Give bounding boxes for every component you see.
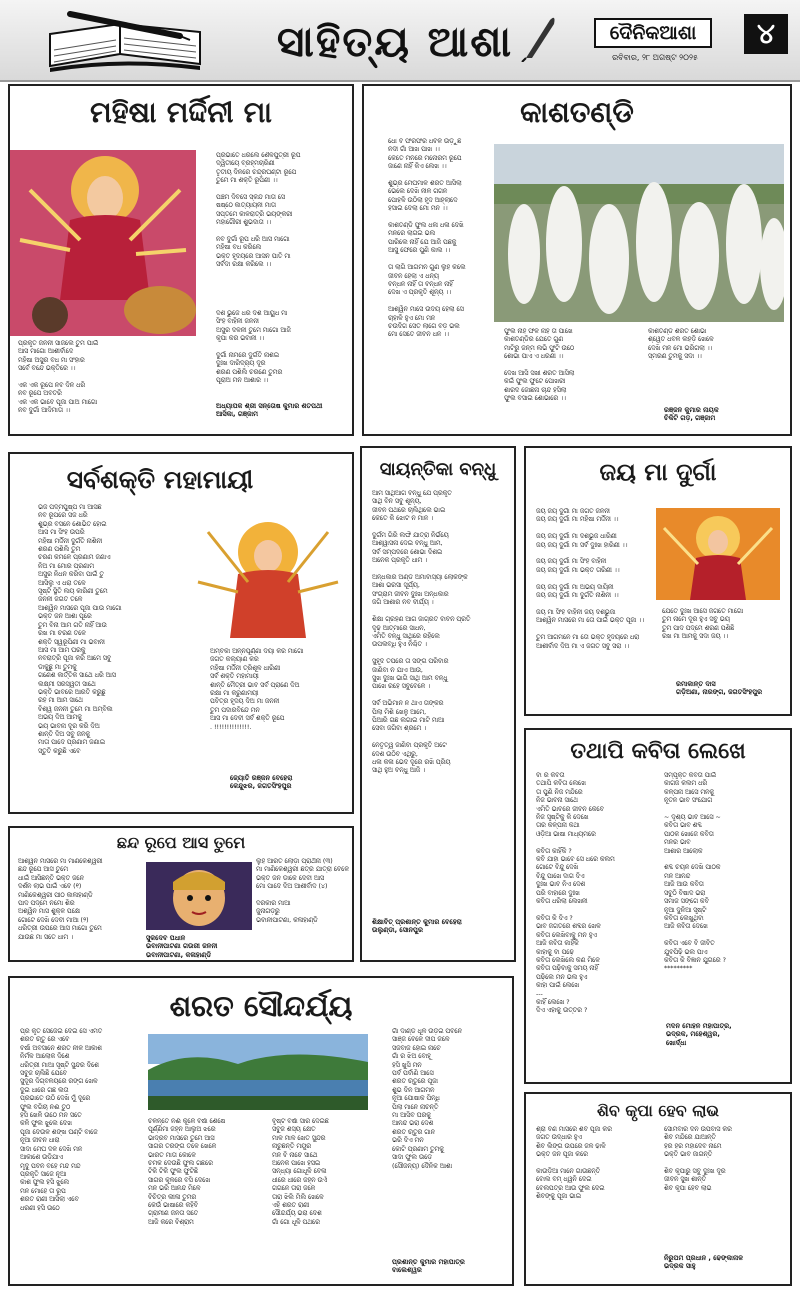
durga-gold-image	[188, 512, 348, 642]
kash-field-image	[494, 144, 784, 322]
durga-orange-image	[656, 508, 780, 600]
lake-landscape-image	[148, 1034, 368, 1110]
poem-column-1: ଧୋ ବ ଫରଫର ଧବଳ ଉଡ଼ୁଛି ନଦୀ ଗାଁ ଆଖ ପାଖ ।। କେତେ ମନରେ ମନୋରମ ରୂପେ ଜାଣେ ନାହିଁ କିଏ ଲେଖ ।। ଶୁଭ୍ର ମେଘମାଳ ଶରତ ଆସିଲା ଭେଲେ ଦେଖି ନୀଳ ଗଗନ ପୋହଳି ଉଠିଲା ହୃଦ ଆହ୍ଲାଦେ ହସାଇ ଦେଲା ମୋ ମନ ।। କାଶତଣ୍ଡି ଫୁଲ ଧଳା ଧଳା ଦେଖି ମନରେ ଲାଗଇ ଭଲ ପାରିଲେ ନାହିଁ ଯେ ଆଜି ପଛକୁ ଆସୁ ଫେରେ ପୁଣି କାଲ ।। ତା ଲାଗି ଆଗମନ ଗୁଣ ଲୁହ କଲେ ଜୀବନ ହେଲା ଏ ଧନ୍ୟ ବନ୍ଧନ ନାହିଁ ତା ବନ୍ଧନ ନାହିଁ ଦେଖ ଏ ପ୍ରକୃତି ଶୂନ୍ୟ ।। ଆଶ୍ୱିନ ମାସେ ଉଦୟ ହେଲା ସେ ଚାହାଳି ହୁଏ ମୋ ମନ ଚଉଦିଗ ସେତ ଲାଗେ ବଡ଼ ଭଲ ମୋ ସେତେ ଜୀବନ ଧନ ।।	[388, 138, 466, 339]
author: ରଞ୍ଜନ କୁମାର ନାୟକ ଚିକିଟି ଗଡ଼, ଗଞ୍ଜାମ	[664, 406, 719, 423]
author: ମଦନ ମୋହନ ମହାପାତ୍ର, ଭଦ୍ରକ, ମହେଶ୍ୱର, ଖୋର୍ଦ୍ଧା	[666, 1022, 732, 1047]
poem-column-3: ବୃଷ୍ଟି ବର୍ଷା ସାରି ଦେଇଛି ସବୁଜ ଶସ୍ୟ କ୍ଷେତ ମାଳ ମାଳ ଖେତ ସୁନ୍ଦର ନାଚୁଛନ୍ତି ମୟୂର ମନ ବି ନାଚେ ସାଥେ ଅନେକ ପାଖେ ହସଇ ସନ୍ଧ୍ୟା ଗୋଧୂଳି ବେଳା ଧୀରେ ଧୀରେ ଜହ୍ନ ଉଏଁ ଗଗନେ ତାରା ଜଳେ ତାରା ଝିଲି ମିଲି ଖେଳେ ଏହି ଶରତ ରାଣୀ ସୌନ୍ଦର୍ଯ୍ୟ ଭରା ଦେଶ ଗାଁ ଗୋ ଧୂଳି ପଥରେ	[272, 1118, 329, 1226]
article-title: ତଥାପି କବିତା ଲେଖେ	[570, 739, 746, 764]
article-kashatandi	[362, 84, 792, 436]
poem-body: ଆମ ସାଥିଆଗ ବନ୍ଧୁ ଯେ ପ୍ରକୃତି ସାଥି ବିନ ସବୁ ଶୂନ୍ୟ, ଜୀବନ ପଥରେ ଚାଲିଥିଲେ ଭାଇ କେତେ କି ଝୋଟ ନ ମାନ । ଦୁର୍ଗମ ଗିରି ଲଙ୍ଘି ଯାତ୍ରା ନିର୍ଭୟେ ଆଶ୍ୱାସନା ଦେଇ ବନ୍ଧୁ ଆମ, ସର୍ବ ସମ୍ପଦରେ ଶୋଭା ଦିଶଇ ଅନେକ ପ୍ରକୃତି ଧାମ । ଅନ୍ଧକାର ଅଣ୍ଡ ଅମାବାସ୍ୟା ଲୋକଙ୍କ ଆଶା ଭରସା ସୂର୍ଯ୍ୟ, ସଂଗ୍ରାମ ଜୀବନ ଦୁଃଖ ଅନ୍ଧକାର ଜଗି ଆଶାର ନବ ବୀର୍ଯ୍ୟ । ଶିକ୍ଷା ଗ୍ରହଣ ଆଗ ଜାଗ୍ରତ ବାବନ ପ୍ରତି ଦୃଢ଼ ଆତ୍ମାରେ ସାଧନ, ଏମିତି ବନ୍ଧୁ ସାଥିରେ ରହିଲେ ଉପଲବ୍ଧି ହୁଏ ନିଶ୍ଚିତ । ସୁହୃଦ ତପରେ ତା ସଙ୍ଗ ପରିବାର ଜାଣିବା ନ ଯାଏ ଆଉ, ସୁଖ ଦୁଃଖ ଭାଗି ସାଥି ଆମ ବନ୍ଧୁ ପାଖେ ରହେ ସବୁବେଳେ । ସର୍ବ ଅଭିମାନ ନ ଥାଏ ତାଙ୍କର ପିଲା ମିଶି ଖେଳୁ ଆମେ, ପିଆରି ଗଛ ଲଗାଇ ମାଟି ମାଆ ସେବା ଜଗିବା ଶ୍ରମେ । ନେତୃତ୍ୱ ଜାଣିବା ପ୍ରକୃତି ଅଟେ ଦେଶ ଉଠିବ ଏଥିରୁ, ଧଳା କଳା ଭେଦ ଦୂରେ ରଖି ପ୍ରିୟ ସାଥି ହୁଅ ବନ୍ଧୁ ଆଜି ।	[372, 490, 471, 775]
poem-column-1: ଭିଜି ପଦ୍ମପୁଷ୍ପ ମା ଆସିଛି ନବ ରୂପରେ ସଜ ଧରି ଶୁଭ୍ର ବସନେ ଶୋଭିତ ହୋଇ ଆସ ମା ସିଂହ ଉପରି ମହିଷା ମର୍ଦ୍ଦିନୀ ଦୁର୍ଗତି ନାଶିନୀ ଶରଣ ପଶିଲି ତୁମ ଚରଣ କମଳେ ପ୍ରଣାମ ଜଣାଏ ନିଅ ମା ମୋର ପ୍ରଣାମ ଅସୁର ନିଧନ କରିବା ପାଇଁ ତୁ ଆସିଲୁ ଏ ଧରା ତଳେ ସୃଷ୍ଟି ସ୍ଥିତି ଲୟ କାରିଣୀ ତୁମେ ଜନନୀ ଜଗତ ତଳେ ଆଶ୍ୱିନ ମାସରେ ପୂଜା ପାଉ ମାଗୋ ଭକ୍ତ ଜନ ଆଶା ପୂରେ ତୁମ ବିନା ଆମ ଗତି ନାହିଁ ଆଉ ରଖ ମା ଚରଣ ତଳେ ଶକ୍ତି ସ୍ୱରୂପିଣୀ ମା ଭବାନୀ ଆସ ମା ଆମ ଘରକୁ ନବରାତ୍ରି ପୂଜା କରି ଆମେ ସବୁ ଡାକୁଛୁ ମା ତୁମକୁ ଗଣେଶ କାର୍ତ୍ତିକ ସାଥେ ଧରି ଆସ ଲକ୍ଷ୍ମୀ ସରସ୍ୱତୀ ସାଥେ ଭକ୍ତି ଭାବରେ ଆରତି କରୁଛୁ ରହ ମା ଆମ ସାଥେ ବିଶ୍ୱ ଜନନୀ ତୁମେ ମା ଅମ୍ବିକା ଅଭୟ ଦିଅ ଆମକୁ ଭୟ ଭାବନା ଦୂର କରି ଦିଅ ଶାନ୍ତି ଦିଅ ସବୁ ଜନକୁ ମାତା ପାଦେ ପ୍ରଣାମ ଜଣାଇ ସ୍ତୁତି କରୁଛି ଏବେ	[38, 504, 122, 755]
author: ସୁକଦେବ ପଧାନ ଭବାନୀପାଟଣା ଗଉରୀ ଜନନୀ ଭବାନୀପାଟଣା, କଳାହାଣ୍ଡି	[146, 934, 218, 959]
poem-column-1: ଶ୍ରା ବଣ ମାସରେ ଶିବ ପୂଜା କରି ଜଗତ ଉଦ୍ଧାର ହୁଏ ଶିବ ଲିଙ୍ଗ ଉପରେ ଜଳ ଢାଳି ଭକ୍ତ ଜନ ପୂଜା କରେ କାଉଡ଼ିଆ ମାନେ ଗାଉଛନ୍ତି ବୋଲ ବମ୍ ଧ୍ୱନି ଦେଇ ବେଲପତ୍ର ଆଉ ଫୁଲ ଦେଇ ଶିବଙ୍କୁ ପୂଜା ଭାଇ	[536, 1126, 612, 1201]
quill-icon	[520, 12, 560, 62]
poem-column-2: ଲୁହ ଆରତି ଲୋଡ଼ା ପ୍ରାର୍ଥନା (୩) ମା ମାଣିକେଶ୍ୱରୀ ଛତ୍ର ଯାତ୍ରା ବେଳେ ଭକ୍ତ ଜନ ଡାକେ ଦେବୀ ଆସ ମୋ ପାଦେ ଦିଅ ଆଶୀର୍ବାଦ (୪) ଦରକାର ମାଆ ଜୁନାଗଡ଼ରୁ ଭବାନୀପାଟଣା, କଳାହାଣ୍ଡି	[256, 858, 349, 924]
page-number: ୪	[744, 14, 788, 54]
poem-column-1: ଆଶ୍ୱିନ ମାସରେ ମା ମାଣିକେଶ୍ୱରୀ ଛନ୍ଦ ରୂପେ ଆସ ତୁମେ ଧାଇଁ ଆସିଛନ୍ତି ଭକ୍ତ ଜନେ ଦର୍ଶନ ଲାଭ ପାଇଁ ଏବେ (୧) ମାଣିକେଶ୍ୱରୀ ପୀଠ କାଳାହାଣ୍ଡି ପାଦ ପଦ୍ମେ ନମୋ ଶିର ଅଶ୍ୱିନ ମାସ ଶୁକ୍ଳ ପକ୍ଷେ ଗୋଟେ ଦେଖି ଦେବୀ ମାଆ (୨) ଧରିତ୍ରୀ ଉପରେ ଆସ ମାଗୋ ତୁମେ ଯାଉଛ ମା ସତେ ଧାମ ।	[18, 858, 103, 941]
poem-column-3: କାଶତଣ୍ଡି ଶରତ ଶୋଭା ଶ୍ୱେତ ଧବଳ ଲହଡ଼ି ଖେଳେ ଦେଖି ମନ ମୋ ଭରିଗଲା ।। ସ୍ମରଣ ତୁମକୁ ସଦା ।।	[648, 328, 714, 361]
author: ଅଧ୍ୟାପକ ଶ୍ରୀ ସନ୍ତୋଷ କୁମାର ଶତପଥୀ ଆସିକା, ଗଞ୍ଜାମ	[216, 402, 323, 419]
author: ପ୍ରଶାନ୍ତ କୁମାର ମହାପାତ୍ର ବାଲେଶ୍ୱର	[392, 1258, 465, 1275]
durga-face-image	[146, 862, 252, 930]
poem-column-2: ସୋମବାର ଦିନ ଉପବାସ କରି ଶିବ ମନ୍ଦିରେ ଯାଆନ୍ତି ହର ହର ମହାଦେବ ନାମେ ଭକ୍ତି ଭାବ ଜାଗନ୍ତି ଶିବ କୃପାରୁ ସବୁ ଦୁଃଖ ଦୂର ଜୀବନ ସୁଖ ଶାନ୍ତି ଶିବ କୃପା ହେବ ଲାଭ	[664, 1126, 732, 1192]
article-tathapi	[524, 728, 792, 1084]
article-title: ଛନ୍ଦ ରୂପେ ଆସ ତୁମେ	[116, 833, 246, 852]
poem-column-2: ଫୁଲ ନାହିଁ ଫଳ ନାହିଁ ତା ପାଖେ କାଶତଣ୍ଡିର ଯେତେ ଗୁଣ ମାଟିରୁ ଜନ୍ମ ଲଭି ଫୁଟି ଉଠେ ଶୋଭା ପାଏ ଏ ଧରଣୀ ।। ଦେଖ ଆସି ସଖୀ ଶରତ ଆସିଲା କଇଁ ଫୁଲ ଫୁଟେ ପୋଖରୀ ଶାରଦ ଜୋଛନା ଚାନ୍ଦ ହସିଲା ଫୁଲ ବସାଇ ଶୋଭାରେ ।।	[504, 328, 575, 403]
poem-column-1: ପ୍ରଭାତେ ଧରିଲେ ଶୈଳପୁତ୍ରୀ ରୂପ ଦ୍ୱିତୀୟେ ବ୍ରହ୍ମଚାରିଣୀ ତୃତୀୟ ଦିନରେ ଚନ୍ଦ୍ରଘଣ୍ଟା ରୂପେ ତୁମେ ମା ଶକ୍ତି ରୂପିଣୀ ।। ପଞ୍ଚମ ଦିବସେ ସ୍କନ୍ଦ ମାତା ସେ ଷଷ୍ଠେ କାତ୍ୟାୟନୀ ମାତା ସପ୍ତମେ କାଳରାତ୍ରି ଭୟଙ୍କରୀ ମହାଗୌରୀ ଶୁଭଦାତା ।। ନବ ଦୁର୍ଗା ରୂପ ଧରି ଆସ ମାଗୋ ମହିଷା ବଧ କରିଲେ ଭକ୍ତ ହୃଦୟରେ ଆସନ ପାତି ମା ସର୍ବଦା ରକ୍ଷା କରିଲେ ।।	[216, 152, 301, 269]
masthead	[0, 0, 800, 82]
article-title: ଶରତ ସୌନ୍ଦର୍ଯ୍ୟ	[169, 989, 353, 1023]
author: ଶିକ୍ଷାବିତ୍ ପ୍ରଶାନ୍ତ କୁମାର ବେହେରା ଉଲୁଣ୍ଡା, ସୋନପୁର	[372, 918, 462, 935]
article-title: ଜୟ ମା ଦୁର୍ଗା	[599, 458, 717, 486]
poem-column-1: ପ୍ର କୃତି ସେଜେଇ ଦେଇ ସେ ଏମିତି ଶରତ ଋତୁ ରେ ଏବେ ବର୍ଷା ଅବସାନେ ଶରତ ନୀଳ ଆକାଶ ନିର୍ମଳ ଆଲୋକ ଦିଶେ ଧରିତ୍ରୀ ମାଆ ସୃଷ୍ଟି ସୁନ୍ଦର ଦିଶେ ସବୁଜ ଚାଲିଛି ଯେବେ ସୁଦୂର ଦିଗ୍‌ବଳୟରେ ରଙ୍ଗ ଖେଳ ଦୁଇ ଧାରେ ଗଛ ଲତା ପ୍ରଭାତେ ଉଠି ଦେଖି ମୁଁ ଦୂରେ ଫୁଲ ବଗିଚା ନଈ ତୁଠ ହସି ଖେଳି ଉଠେ ମନ ସତେ କଳି ଫୁଲ ଝୁଲେ ଦେଖ ପୂଜା ଦେଉଳ ଶଙ୍ଖ ଘଣ୍ଟି ବାଜେ ନୂଆ ଜୀବନ ଧାରା ସାଦା ମେଘ ଦଳ ଦେଖି ମନ ଆକାଶେ ଉଡ଼ିଯାଏ ମୃଦୁ ପବନ ବହେ ମନ୍ଦ ମନ୍ଦ ପ୍ରକୃତି ସାଜେ ନୂଆ କାଶ ଫୁଲ ହସି ଝୁଲେ ମନ ମୋହେ ତା ରୂପ ଶରତ ରାଣୀ ଆସିଲା ଏବେ ଧରଣୀ ହସି ଉଠେ	[20, 1028, 103, 1212]
author: ଜ୍ୟୋତି ରଞ୍ଜନ ବେହେରା କେନ୍ଦୁଝର, ଜଗତସିଂହପୁର	[230, 774, 293, 791]
masthead-title: ସାହିତ୍ୟ ଆଶା	[276, 17, 514, 66]
article-sayantika	[360, 446, 516, 962]
article-mahisha	[8, 84, 354, 436]
article-chhanda	[8, 826, 354, 962]
poem-column-1: ବା ର କବିତା ତଥାପି କବିତା ଲେଖେ ତା ପୁଣି ନିଜ ମନ୍ଦିରେ ନିଜ ଭାବନା ସାଥେ ଏମିତି ଭାବରେ ଜୀବନ କେବେ ନିଜ ସୃଷ୍ଟିକୁ କି ଦେଖେ ତାର କଳ୍ପନା କଥା ଓଡ଼ିଆ ଭାଷା ମାଧ୍ୟମରେ କବିତା କାହିଁକି ? କବି ଯାହା ଭାବେ ସେ ଧରେ କଲମ ଗୋଟେ ବିନ୍ଦୁ ଦେଖି ବିନ୍ଦୁ ପାଖେ ଦାଗ ଦିଏ ଦୁଃଖ ଭାବ ନିଏ ଦେଶ ପରି ବାହାରେ ଦୁଃଖ କବିତା ଧରିଲା ଲେଖନୀ କବିତା କି ଦିଏ ? ଭାବ ଜଗତରେ ଶବ୍ଦର ଖେଳ କବିତା ଲେଖିବାକୁ ମନ ହୁଏ ଆଜି କବିତା କାହିଁକି କାହାକୁ ବା ପଢ଼େ କବିତା ଲେଖିଲେ କଣ ମିଳେ କବିତା ପଢ଼ିବାକୁ ସମୟ ନାହିଁ ପଢ଼ିଲେ ମନ ଭଲ ହୁଏ କାହା ପାଇଁ ଲେଖେ --- କାହିଁ ଲେଖେ ? ଦିଏ ଏହାକୁ ଉତ୍ତର ?	[536, 772, 615, 1015]
durga-main-image	[10, 150, 196, 336]
poem-column-3: ପ୍ରକୃତି ଜନନୀ ସାଜିଲେ ତୁମ ପାଇଁ ଆସ ମାଗୋ ଆଶୀର୍ବାଦେ ମହିଷା ଅସୁର ବଧ ମା ସଂହାର ସର୍ବେ ବନ୍ଦେ ଭକ୍ତିରେ ।। ଏକ ଏକ ରୂପେ ନବ ଦିନ ଧରି ନବ ରୂପେ ଅବତରି ଏକ ଏକ ଭାବେ ପୂଜା ପାଅ ମାଗୋ ନବ ଦୁର୍ଗା ଆଦିମାତା ।।	[18, 340, 99, 415]
poem-column-2: ଯେତେ ଦୁଃଖ ଆସେ ଜଗତେ ମାଗୋ ତୁମ ନାମେ ଦୂର ହୁଏ ସବୁ ଭୟ ତୁମ ପାଦ ପଦ୍ମେ ଶରଣ ପଶିଛି ରଖ ମା ଆମକୁ ସଦା ଜୟ ।।	[662, 608, 744, 641]
poem-column-4: ଗାଁ ଦାଣ୍ଡ ଧୂଳି ଉଡ଼ଇ ପବନେ ସାଞ୍ଜ ବେଳେ ଦୀପ ଜଳେ ସଜବାଜ ହୋଇ ନାଚେ ଗାଁ ର ଝିଅ ବୋହୂ ହସି ଖୁସି ମନ ପର୍ବ ପର୍ବାଣି ଆସେ ଶରତ ଋତୁରେ ପୂଜା ଶୁଭ ଦିନ ଆଗମନ ନୂଆ ପୋଷାକ ପିନ୍ଧି ପିଲା ମାନେ ନାଚନ୍ତି ମା ଆସିବ ଘରକୁ ଆନନ୍ଦ ଭରା ଦେଶ ଶରତ ଋତୁର ଗାନ ଭରି ଦିଏ ମନ କୋଟି ପ୍ରଣାମ ତୁମକୁ ସାଦା ଫୁଲ ଉଡ଼େ (ସୌଜନ୍ୟ) ଦୈନିକ ଆଶା	[392, 1028, 462, 1170]
book-pen-icon	[40, 6, 210, 76]
article-title: ସର୍ବଶକ୍ତି ମହାମାୟୀ	[66, 465, 254, 494]
author: ରମାକାନ୍ତ ଦାସ ଗଡ଼ିଅଣା, ନାରଙ୍ଗ, ଜଗତସିଂହପୁର	[676, 680, 763, 697]
article-title: କାଶତଣ୍ଡି	[520, 95, 634, 129]
poem-column-2: ଅମ୍ବିକା ଅନ୍ନପୂର୍ଣ୍ଣା ଦୟା କର ମାଗୋ ଜଗତ କଲ୍ୟାଣ କର ମହିଷା ମର୍ଦ୍ଦିନୀ ତ୍ରିଶୂଳ ଧାରିଣୀ ସର୍ବ ଶକ୍ତି ମହାମାୟୀ ଶାନ୍ତି ମୈତ୍ରୀ ଭାବ ସର୍ବ ପ୍ରାଣେ ଦିଅ ରକ୍ଷା ମା କରୁଣାମୟୀ ପବିତ୍ର ହୃଦୟ ଦିଅ ମା ଜନନୀ ତୁମ ପଦାରବିନ୍ଦେ ମନ ଆସ ମା ଦେବୀ ସର୍ବ ଶକ୍ତି ରୂପେ . !!!!!!!!!!!!!!.	[210, 648, 304, 731]
article-sharata	[8, 976, 514, 1286]
article-title: ସାୟନ୍ତିକା ବନ୍ଧୁ	[379, 459, 497, 480]
article-shiba	[524, 1092, 792, 1286]
dateline: ରବିବାର, ୨୮ ଅଗଷ୍ଟ ୨୦୨୫	[612, 53, 698, 62]
article-title: ଶିବ କୃପା ହେବ ଲାଭ	[596, 1101, 720, 1120]
article-sarbashakti	[8, 452, 354, 814]
poem-column-2: ଦଶ ଭୁଜେ ଧରି ଦଶ ଆୟୁଧ ମା ସିଂହ ବାହିନୀ ଜନନୀ ଅସୁର ଦଳନୀ ତୁମେ ମାଗୋ ଆଜି କୃପା କର ଭବାନୀ ।। ଦୁର୍ଗା ନାମରେ ଦୁର୍ଗତି ନାଶଇ ଦୁଃଖ ଦାରିଦ୍ର୍ୟ ଦୂର ଶରଣ ପଶିଲି ଚରଣେ ତୁମର ପୂରାଅ ମନ ଆଶାର ।।	[216, 310, 291, 385]
brand-logo: ଦୈନିକଆଶା	[594, 18, 712, 48]
author: ନିରୁପମ ପ୍ରଧାନ , ଢେଙ୍କାନାଳ ଭଦ୍ରକ ସାହୁ	[664, 1254, 744, 1271]
poem-column-2: ସମ୍ପୃକ୍ତ କବିତା ପାଇଁ କାଗଜ କଲମ ଧରି କଳ୍ପନା ଆସେ ମନକୁ ନୂତନ ଭାବ ସଂଯୋଗ ~ ଦୃଶ୍ୟ ଭାବ ଆସେ ~ କବିତା ଭାବ ଶବ୍ଦ ପାଠକ ଖୋଜେ କବିତା ମନର ଭାବ ଆଶାର ଆଲୋକ ଶବ୍ଦ ଚୟନ ଦେଖି ପାଠକ ମନ ଆନନ୍ଦ ଆଜି ଆଉ କବିତା ସବୁଠି ବିଷାଦ ଭରା ସମାଜ ସଙ୍ଗେ କବି ନୂଆ ଦୁନିଆ ସୃଷ୍ଟି କବିତା ଲେଖୁଥିବା ଆଜି କବିତା ଦେଖେ କବିତା ଏବେ ବି ଜୀବିତ ଯୁବପିଢ଼ି ଭଲ ପାଏ କବିତା କି ବିଜ୍ଞାନ ଯୁଗରେ ? *********	[664, 772, 726, 973]
article-jaya	[524, 446, 792, 716]
article-title: ମହିଷା ମର୍ଦ୍ଦିନୀ ମା	[90, 95, 272, 129]
poem-column-2: ଚଳନ୍ତେ ନଈ କୂଳେ ବର୍ଷା ଶେଷେ ପୂର୍ଣ୍ଣିମା ଜହ୍ନ ଆଲୁଅ ଝରେ ଭାଦ୍ରବ ମାସରେ ତୁମେ ଆସ ସାଗର ତରଙ୍ଗ ତଳେ ଖେଳେ ଭାରତ ମାତା କୋଳେ ଚମକ ଦେଉଛି ଫୁଲ ଗଛରେ ଟିକି ଟିକି ଫୁଲ ଫୁଟିଛି ସାଗର କୂଳରେ ବସି ଦେଖେ ମନ ଭରି ଆନନ୍ଦ ମିଳେ ବିଚିତ୍ର ଲୀଳା ତୁମର କେଉଁ ଭାଷାରେ କହିବି ଗ୍ରାମୀଣ ଜନତା ସତେ ଆଜି କରେ ବିଶ୍ରାମ	[148, 1118, 226, 1226]
poem-column-1: ଜୟ ଜୟ ଦୁର୍ଗା ମା ଜଗତ ଜନନୀ ଜୟ ଜୟ ଦୁର୍ଗା ମା ମହିଷା ମର୍ଦ୍ଦିନୀ ।। ଜୟ ଜୟ ଦୁର୍ଗା ମା ଦଶଭୁଜ ଧାରିଣୀ ଜୟ ଜୟ ଦୁର୍ଗା ମା ସର୍ବ ଦୁଃଖ ହାରିଣୀ ।। ଜୟ ଜୟ ଦୁର୍ଗା ମା ସିଂହ ବାହିନୀ ଜୟ ଜୟ ଦୁର୍ଗା ମା ଭକ୍ତ ତାରିଣୀ ।। ଜୟ ଜୟ ଦୁର୍ଗା ମା ଅଭୟ ଦାୟିନୀ ଜୟ ଜୟ ଦୁର୍ଗା ମା ଦୁର୍ଗତି ନାଶିନୀ ।। ଜୟ ମା ସିଂହ ବାହିନୀ ଜୟ ଦଶଭୁଜା ଆଶ୍ୱିନ ମାସରେ ମା ତୋ ପାଇଁ ଭକ୍ତ ପୂଜା ।। ତୁମ ଆଗମନେ ମା ତୋ ଭକ୍ତ ହୃଦୟରେ ଧରା ଆଶୀର୍ବାଦ ଦିଅ ମା ଏ ଜଗତ ସବୁ ସରା ।।	[536, 508, 645, 650]
